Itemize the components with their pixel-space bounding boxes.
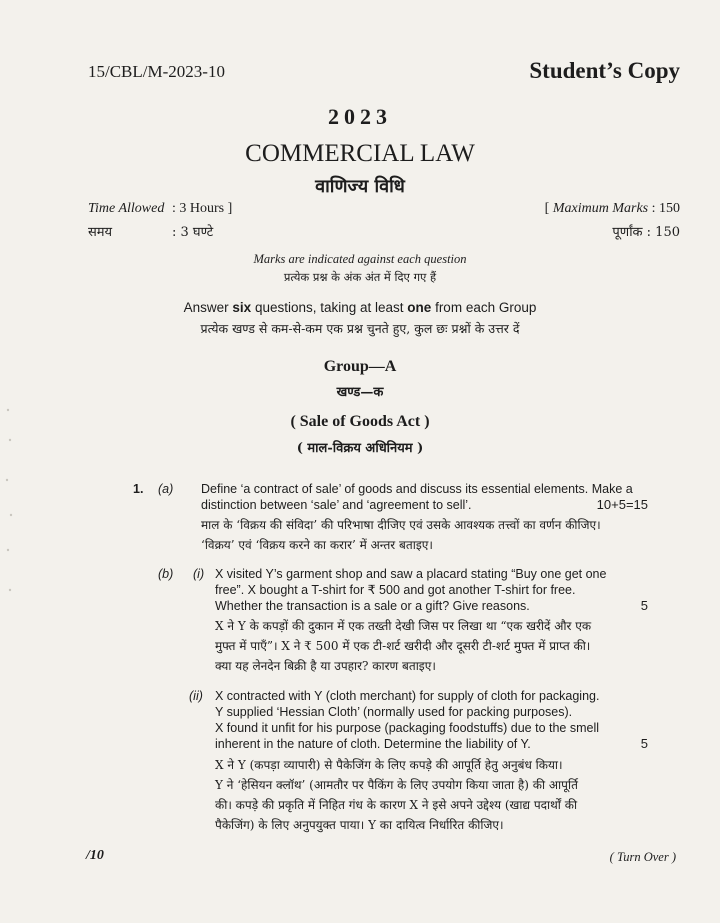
- instruction-hindi: प्रत्येक खण्ड से कम-से-कम एक प्रश्न चुनते हुए, कुल छः प्रश्नों के उत्तर दें: [200, 321, 520, 336]
- copy-label: Student’s Copy: [529, 58, 680, 83]
- turn-over-note: ( Turn Over ): [609, 850, 676, 864]
- marks-note-hindi: प्रत्येक प्रश्न के अंक अंत में दिए गए हैं: [283, 270, 437, 284]
- act-title-hindi: ( माल-विक्रय अधिनियम ): [296, 441, 424, 456]
- part-a-hindi2: ‘विक्रय’ एवं ‘विक्रय करने का करार’ में अन्तर बताइए।: [201, 538, 433, 552]
- part-bi-marks: 5: [640, 598, 648, 613]
- time-allowed-hindi: [88, 222, 213, 240]
- part-bii-hindi3: की। कपड़े की प्रकृति में निहित गंध के कारण X ने इसे अपने उद्देश्य (खाद्य पदार्थों की: [215, 798, 578, 812]
- part-bii-line3: X found it unfit for his purpose (packaging foodstuffs) due to the smell: [215, 721, 600, 735]
- maximum-marks-hindi: पूर्णांक : 150: [612, 225, 680, 240]
- part-bi-line1: X visited Y’s garment shop and saw a placard stating “Buy one get one: [215, 567, 607, 581]
- part-a-line1: Define ‘a contract of sale’ of goods and discuss its essential elements. Make a: [201, 482, 633, 496]
- time-value-hindi: : 3 घण्टे: [172, 225, 214, 240]
- max-marks-label: Maximum Marks: [552, 201, 649, 216]
- part-bii-hindi2: Y ने ‘हेसियन क्लॉथ’ (आमतौर पर पैकिंग के लिए उपयोग किया जाता है) की आपूर्ति: [215, 778, 578, 792]
- page-code: /10: [86, 848, 104, 863]
- group-title: Group—A: [323, 358, 397, 375]
- paper-code: 15/CBL/M-2023-10: [88, 62, 225, 81]
- part-bii-marks: 5: [640, 736, 648, 751]
- part-bi-hindi1: X ने Y के कपड़ों की दुकान में एक तख्ती देखी जिस पर लिखा था “एक खरीदें और एक: [215, 619, 592, 633]
- question-number: 1.: [133, 482, 144, 496]
- max-marks-value: : 150: [648, 201, 680, 216]
- part-bii-label: (ii): [189, 689, 203, 703]
- part-a-label: (a): [158, 482, 174, 496]
- marks-note: Marks are indicated against each question: [253, 252, 467, 266]
- maximum-marks: [ Maximum Marks : 150: [544, 201, 680, 216]
- time-label: Time Allowed: [88, 201, 165, 216]
- part-bi-hindi2: मुफ्त में पाएँ”। X ने ₹ 500 में एक टी-शर्ट खरीदी और दूसरी टी-शर्ट मुफ्त में प्राप्त की।: [215, 639, 591, 653]
- time-label-hindi: समय: [88, 225, 113, 240]
- part-bi-label: (i): [193, 567, 205, 581]
- instruction: Answer six questions, taking at least one from each Group: [183, 300, 537, 315]
- part-a-marks: 10+5=15: [596, 497, 648, 512]
- part-bi-line2: free”. X bought a T-shirt for ₹ 500 and got another T-shirt for free.: [215, 583, 576, 597]
- part-bii-line1: X contracted with Y (cloth merchant) for supply of cloth for packaging.: [215, 689, 600, 703]
- act-title: ( Sale of Goods Act ): [290, 413, 430, 430]
- binding-marks: [2, 400, 16, 620]
- part-a-hindi1: माल के ‘विक्रय की संविदा’ की परिभाषा दीजिए एवं उसके आवश्यक तत्त्वों का वर्णन कीजिए।: [201, 518, 601, 532]
- part-bii-hindi1: X ने Y (कपड़ा व्यापारी) से पैकेजिंग के लिए कपड़े की आपूर्ति हेतु अनुबंध किया।: [215, 758, 563, 772]
- group-title-hindi: खण्ड—क: [336, 385, 384, 400]
- part-bi-hindi3: क्या यह लेनदेन बिक्री है या उपहार? कारण बताइए।: [215, 659, 436, 673]
- time-allowed: [88, 201, 232, 217]
- part-bi-line3: Whether the transaction is a sale or a gift? Give reasons.: [215, 599, 530, 613]
- subject-title-hindi: वाणिज्य विधि: [315, 176, 405, 197]
- part-a-line2: distinction between ‘sale’ and ‘agreement to sell’.: [201, 498, 472, 512]
- part-bii-hindi4: पैकेजिंग) के लिए अनुपयुक्त पाया। Y का दायित्व निर्धारित कीजिए।: [215, 818, 504, 832]
- subject-title: COMMERCIAL LAW: [245, 140, 475, 167]
- exam-year: 2023: [328, 104, 392, 129]
- part-bii-line4: inherent in the nature of cloth. Determine the liability of Y.: [215, 737, 531, 751]
- part-bii-line2: Y supplied ‘Hessian Cloth’ (normally used for packing purposes).: [215, 705, 573, 719]
- part-b-label: (b): [158, 567, 174, 581]
- time-value: : 3 Hours ]: [172, 201, 233, 216]
